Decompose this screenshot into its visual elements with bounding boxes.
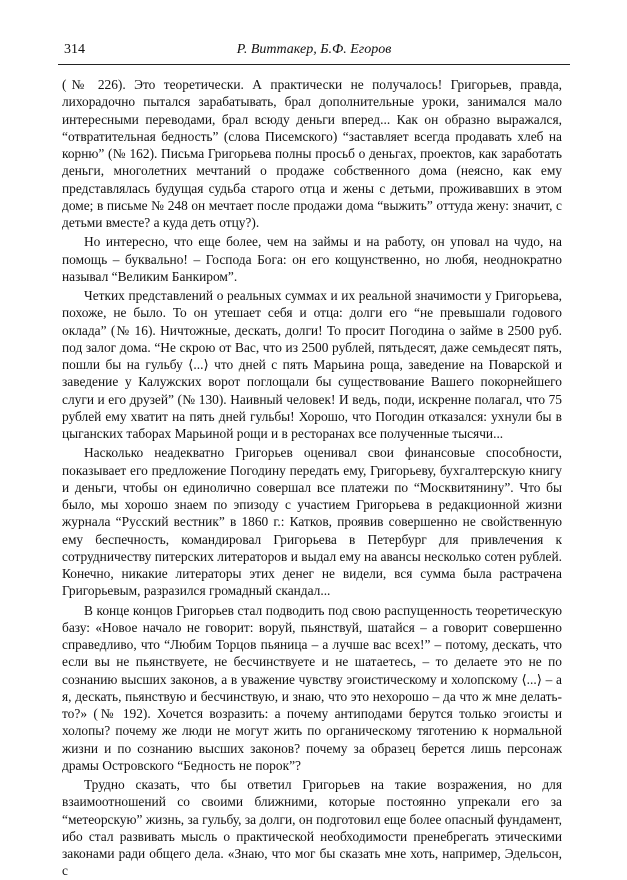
running-title: Р. Виттакер, Б.Ф. Егоров <box>236 42 392 57</box>
paragraph-5: В конце концов Григорьев стал подводить под свою распущенность теоретическую базу: «Новое начало не говорит: воруй, пьянствуй, шатайся – а говорит совершенно справедливо, что “Любим Торцов пьяница – а лучше вас всех!” – потому, дескать, что если вы не пьянствуете, не бесчинствуете и не шатаетесь, – то делаете это не по сознанию высших законов, а в уважение чувству эгоистическому и холопскому ⟨...⟩ – а я, дескать, пьянствую и бесчинствую, и знаю, что это нехорошо – да что ж мне делать-то?» (№ 192). Хочется возразить: а почему антиподами берутся только эгоисты и холопы? почему же люди не могут жить по органическому тяготению к нормальной жизни и по сознанию высших законов? почему за образец берется лишь персонаж драмы Островского “Бедность не порок”? <box>62 602 562 773</box>
body-text <box>62 76 562 880</box>
paragraph-1: (№ 226). Это теоретически. А практически не получалось! Григорьев, правда, лихорадочно пытался зарабатывать, брал дополнительные уроки, занимался мало интересными переводами, брал всюду деньги вперед... Как он образно выражался, “отвратительная бедность” (слова Писемского) “заставляет всегда продавать хлеб на корню” (№ 162). Письма Григорьева полны просьб о деньгах, проектов, как заработать деньги, многолетних мечтаний о продаже собственного дома (неясно, как ему представлялась будущая судьба старого отца и жены с детьми, проживавших в этом доме; в письме № 248 он мечтает после продажи дома “выжить” оттуда жену: значит, с детьми вместе? а куда деть отцу?). <box>62 77 562 230</box>
paragraph-4: Насколько неадекватно Григорьев оценивал свои финансовые способности, показывает его предложение Погодину передать ему, Григорьеву, бухгалтерскую книгу и деньги, чтобы он единолично совершал все платежи по “Москвитянину”. Что бы было, мы хорошо знаем по эпизоду с участием Григорьева в редакционной жизни журнала “Русский вестник” в 1860 г.: Катков, проявив совершенно не свойственную ему беспечность, командировал Григорьева в Петербург для привлечения к сотрудничеству питерских литераторов и выдал ему на авансы несколько сотен рублей. Конечно, никакие литераторы этих денег не видели, вся сумма была растрачена Григорьевым, разразился громадный скандал... <box>62 445 562 599</box>
paragraph-6: Трудно сказать, что бы ответил Григорьев на такие возражения, но для взаимоотношений со своими ближними, которые постоянно упрекали его за “метеорскую” жизнь, за гульбу, за долги, он подготовил еще более опасный фундамент, ибо стал развивать мысль о практической необходимости пренебрегать этическими законами ради общего дела. «Знаю, что мог бы сказать мне хоть, например, Эдельсон, с <box>62 777 562 879</box>
page-number: 314 <box>64 42 85 57</box>
page-header <box>58 38 570 65</box>
paragraph-2: Но интересно, что еще более, чем на займы и на работу, он уповал на чудо, на помощь – буквально! – Господа Бога: он его кощунственно, но любя, неоднократно называл “Великим Банкиром”. <box>62 234 562 284</box>
paragraph-3: Четких представлений о реальных суммах и их реальной значимости у Григорьева, похоже, не было. То он утешает себя и отца: долги его “не превышали годового оклада” (№ 16). Ничтожные, дескать, долги! То просит Погодина о займе в 2500 руб. под залог дома. “Не скрою от Вас, что из 2500 рублей, пятьдесят, даже семьдесят пять, пошли бы на гульбу ⟨...⟩ что дней с пять Марьина роща, заведение на Поварской и заведение у Калужских ворот поглощали бы существование Вашего покорнейшего слуги и его друзей” (№ 130). Наивный человек! И ведь, поди, искренне полагал, что 75 рублей ему хватит на пять дней гульбы! Хорошо, что Погодин отказался: ухнули бы в цыганских таборах Марьиной рощи и в ресторанах все полученные тысячи... <box>62 288 562 441</box>
